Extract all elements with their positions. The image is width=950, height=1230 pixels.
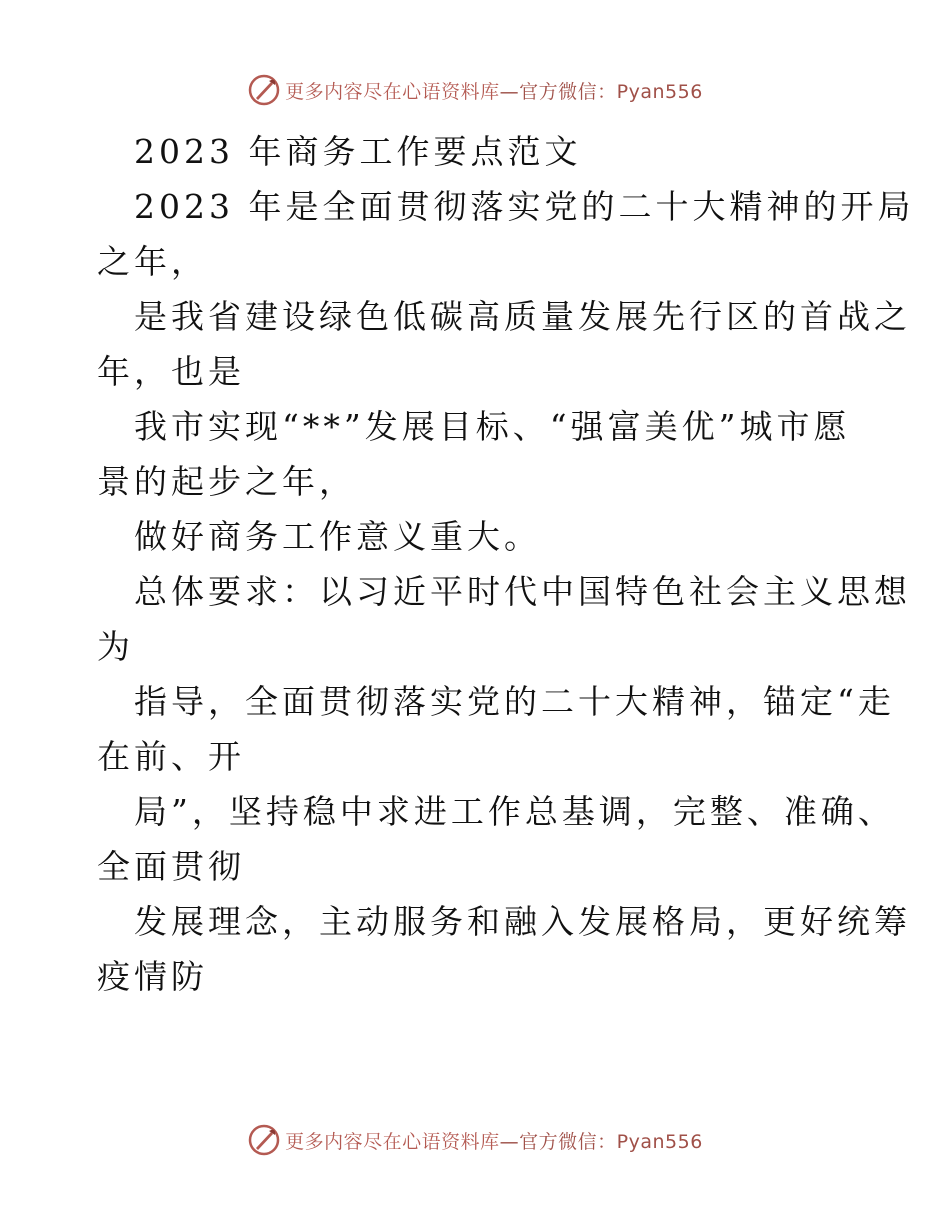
watermark-text: 更多内容尽在心语资料库—官方微信：Pyan556 [285, 80, 703, 103]
paragraph-line: 总体要求：以习近平时代中国特色社会主义思想 [134, 572, 911, 611]
quill-logo-icon [247, 73, 281, 107]
watermark-text: 更多内容尽在心语资料库—官方微信：Pyan556 [285, 1130, 703, 1153]
footer-watermark [0, 1120, 950, 1160]
quill-logo-icon [247, 1123, 281, 1157]
paragraph-line: 是我省建设绿色低碳高质量发展先行区的首战之 [134, 297, 911, 336]
paragraph-line: 我市实现“**”发展目标、“强富美优”城市愿 [134, 407, 851, 446]
paragraph-line: 局”，坚持稳中求进工作总基调，完整、准确、 [134, 792, 895, 831]
paragraph-line: 为 [97, 627, 134, 666]
paragraph-line: 在前、开 [97, 737, 245, 776]
paragraph-line: 年，也是 [97, 352, 245, 391]
header-watermark [0, 70, 950, 110]
document-title: 2023 年商务工作要点范文 [134, 132, 582, 171]
paragraph-line: 之年， [97, 242, 208, 281]
paragraph-line: 做好商务工作意义重大。 [134, 517, 541, 556]
paragraph-line: 疫情防 [97, 957, 208, 996]
paragraph-line: 发展理念，主动服务和融入发展格局，更好统筹 [134, 902, 911, 941]
document-body [97, 124, 915, 1004]
paragraph-line: 指导，全面贯彻落实党的二十大精神，锚定“走 [134, 682, 895, 721]
paragraph-line: 2023 年是全面贯彻落实党的二十大精神的开局 [134, 187, 915, 226]
paragraph-line: 全面贯彻 [97, 847, 245, 886]
paragraph-line: 景的起步之年， [97, 462, 356, 501]
